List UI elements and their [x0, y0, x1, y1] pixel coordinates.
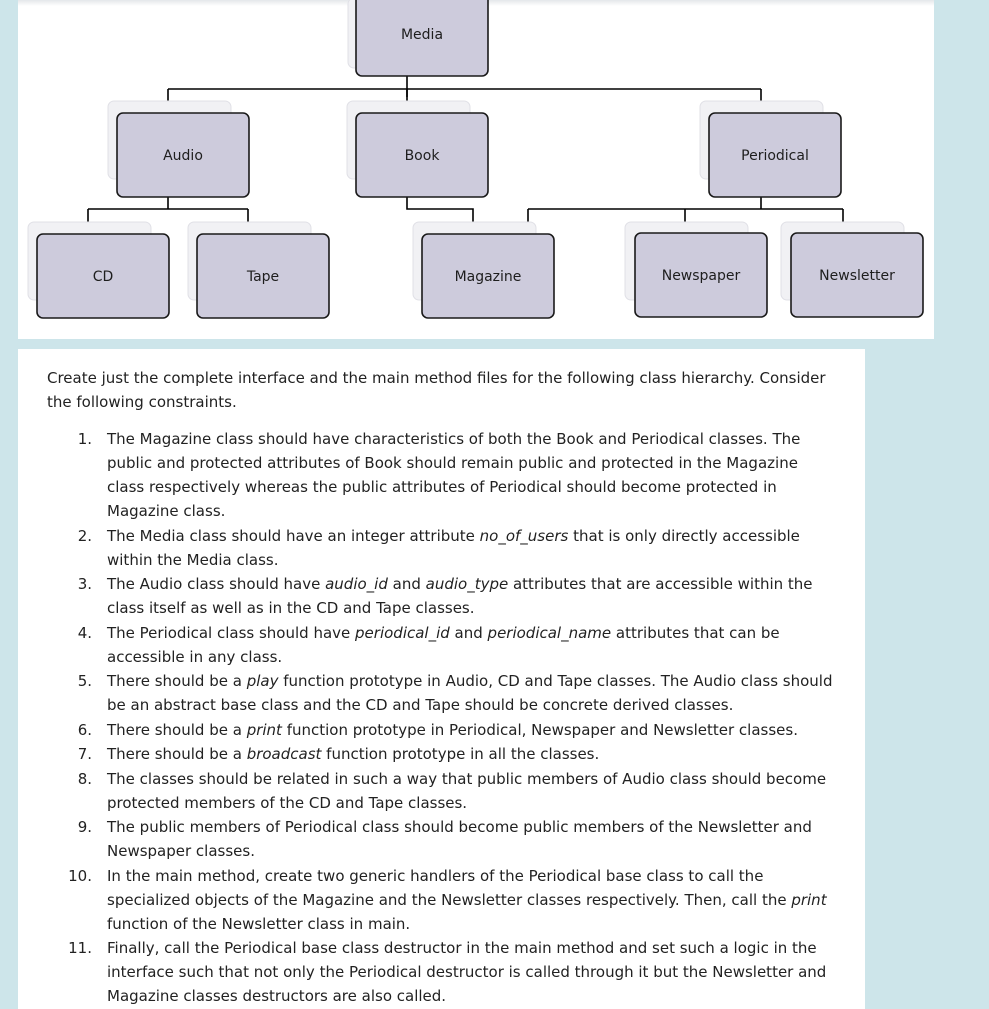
node-newspaper: [625, 222, 767, 317]
constraint-identifier: periodical_name: [487, 623, 612, 642]
node-periodical-label: Periodical: [741, 148, 809, 164]
constraint-identifier: audio_id: [325, 575, 388, 593]
node-magazine: [413, 222, 554, 318]
constraint-text: There should be a: [107, 672, 247, 690]
constraint-text: The public members of Periodical class should become public members of the Newsletter and Newspaper classes.: [107, 818, 812, 860]
constraint-item: [47, 742, 837, 766]
constraint-text: function prototype in all the classes.: [321, 745, 600, 763]
constraint-item: [47, 864, 837, 936]
node-audio: [108, 101, 249, 197]
constraint-text: and: [387, 575, 426, 593]
constraint-item: [47, 621, 837, 669]
constraint-text: that is only directly accessible within the Media class.: [107, 526, 800, 569]
constraint-item: [47, 718, 837, 742]
constraint-item: [47, 524, 837, 572]
constraint-number: 2.: [77, 526, 92, 545]
constraint-item: [47, 572, 837, 620]
node-book: [347, 101, 488, 197]
node-audio-label: Audio: [163, 148, 203, 164]
constraint-number: 5.: [77, 672, 92, 690]
constraint-text: The classes should be related in such a way that public members of Audio class should become protected members of the CD and Tape classes.: [107, 769, 827, 812]
constraint-identifier: audio_type: [425, 575, 509, 593]
constraint-number: 4.: [77, 623, 92, 642]
class-hierarchy-diagram: [18, 0, 934, 339]
constraint-text: There should be a: [107, 745, 247, 763]
assignment-text-panel: [18, 349, 865, 1009]
constraint-number: 1.: [77, 430, 92, 448]
constraint-number: 11.: [68, 939, 92, 957]
constraint-identifier: print: [246, 720, 282, 739]
constraint-text: The Audio class should have: [107, 575, 326, 593]
node-magazine-label: Magazine: [454, 269, 522, 285]
constraint-text: and: [449, 623, 488, 642]
constraint-identifier: periodical_id: [355, 623, 450, 642]
node-tape: [188, 222, 329, 318]
constraint-number: 9.: [77, 818, 92, 836]
constraint-text: In the main method, create two generic handlers of the Periodical base class to call the specialized objects of the Magazine and the Newsletter classes respectively. Then, call the: [107, 866, 792, 909]
constraint-number: 8.: [77, 769, 92, 788]
constraint-item: [47, 815, 837, 863]
constraint-text: The Magazine class should have characteristics of both the Book and Periodical classes. The public and protected attributes of Book should remain public and protected in the Magazine class respectively whereas the public attributes of Periodical should become protected in Magazine class.: [107, 430, 801, 520]
node-media: [348, 0, 488, 76]
constraint-number: 6.: [77, 720, 92, 739]
node-periodical: [700, 101, 841, 197]
constraints-list: [47, 427, 837, 1009]
constraint-text: attributes that can be accessible in any class.: [107, 623, 780, 666]
constraint-identifier: print: [791, 890, 827, 909]
node-newsletter-label: Newsletter: [819, 268, 895, 284]
node-media-label: Media: [400, 27, 444, 43]
constraint-item: [47, 427, 837, 523]
node-newspaper-label: Newspaper: [661, 268, 741, 284]
constraint-identifier: broadcast: [246, 745, 322, 763]
constraint-number: 10.: [68, 866, 92, 885]
constraint-text: The Media class should have an integer attribute: [107, 526, 480, 545]
node-newsletter: [781, 222, 923, 317]
constraint-number: 3.: [77, 575, 92, 593]
hierarchy-svg: [18, 0, 934, 339]
constraint-text: function of the Newsletter class in main.: [107, 914, 411, 933]
node-cd-label: CD: [92, 269, 114, 285]
node-cd: [28, 222, 169, 318]
constraint-text: There should be a: [107, 720, 247, 739]
constraint-item: [47, 936, 837, 1008]
constraint-identifier: play: [246, 672, 279, 690]
node-book-label: Book: [404, 148, 440, 164]
constraint-text: Finally, call the Periodical base class destructor in the main method and set such a logic in the interface such that not only the Periodical destructor is called through it but the Newsletter and Magazine classes destructors are also called.: [107, 939, 827, 1005]
intro-paragraph: Create just the complete interface and the main method files for the following class hierarchy. Consider the following constraints.: [47, 369, 826, 411]
constraint-text: function prototype in Audio, CD and Tape classes. The Audio class should be an abstract base class and the CD and Tape should be concrete derived classes.: [107, 672, 833, 714]
constraint-identifier: no_of_users: [479, 526, 569, 545]
constraint-text: attributes that are accessible within the class itself as well as in the CD and Tape classes.: [107, 575, 813, 617]
constraint-text: The Periodical class should have: [107, 623, 356, 642]
constraint-item: [47, 767, 837, 815]
node-tape-label: Tape: [246, 269, 280, 285]
constraint-text: function prototype in Periodical, Newspaper and Newsletter classes.: [281, 720, 798, 739]
constraint-number: 7.: [77, 745, 92, 763]
constraint-item: [47, 669, 837, 717]
